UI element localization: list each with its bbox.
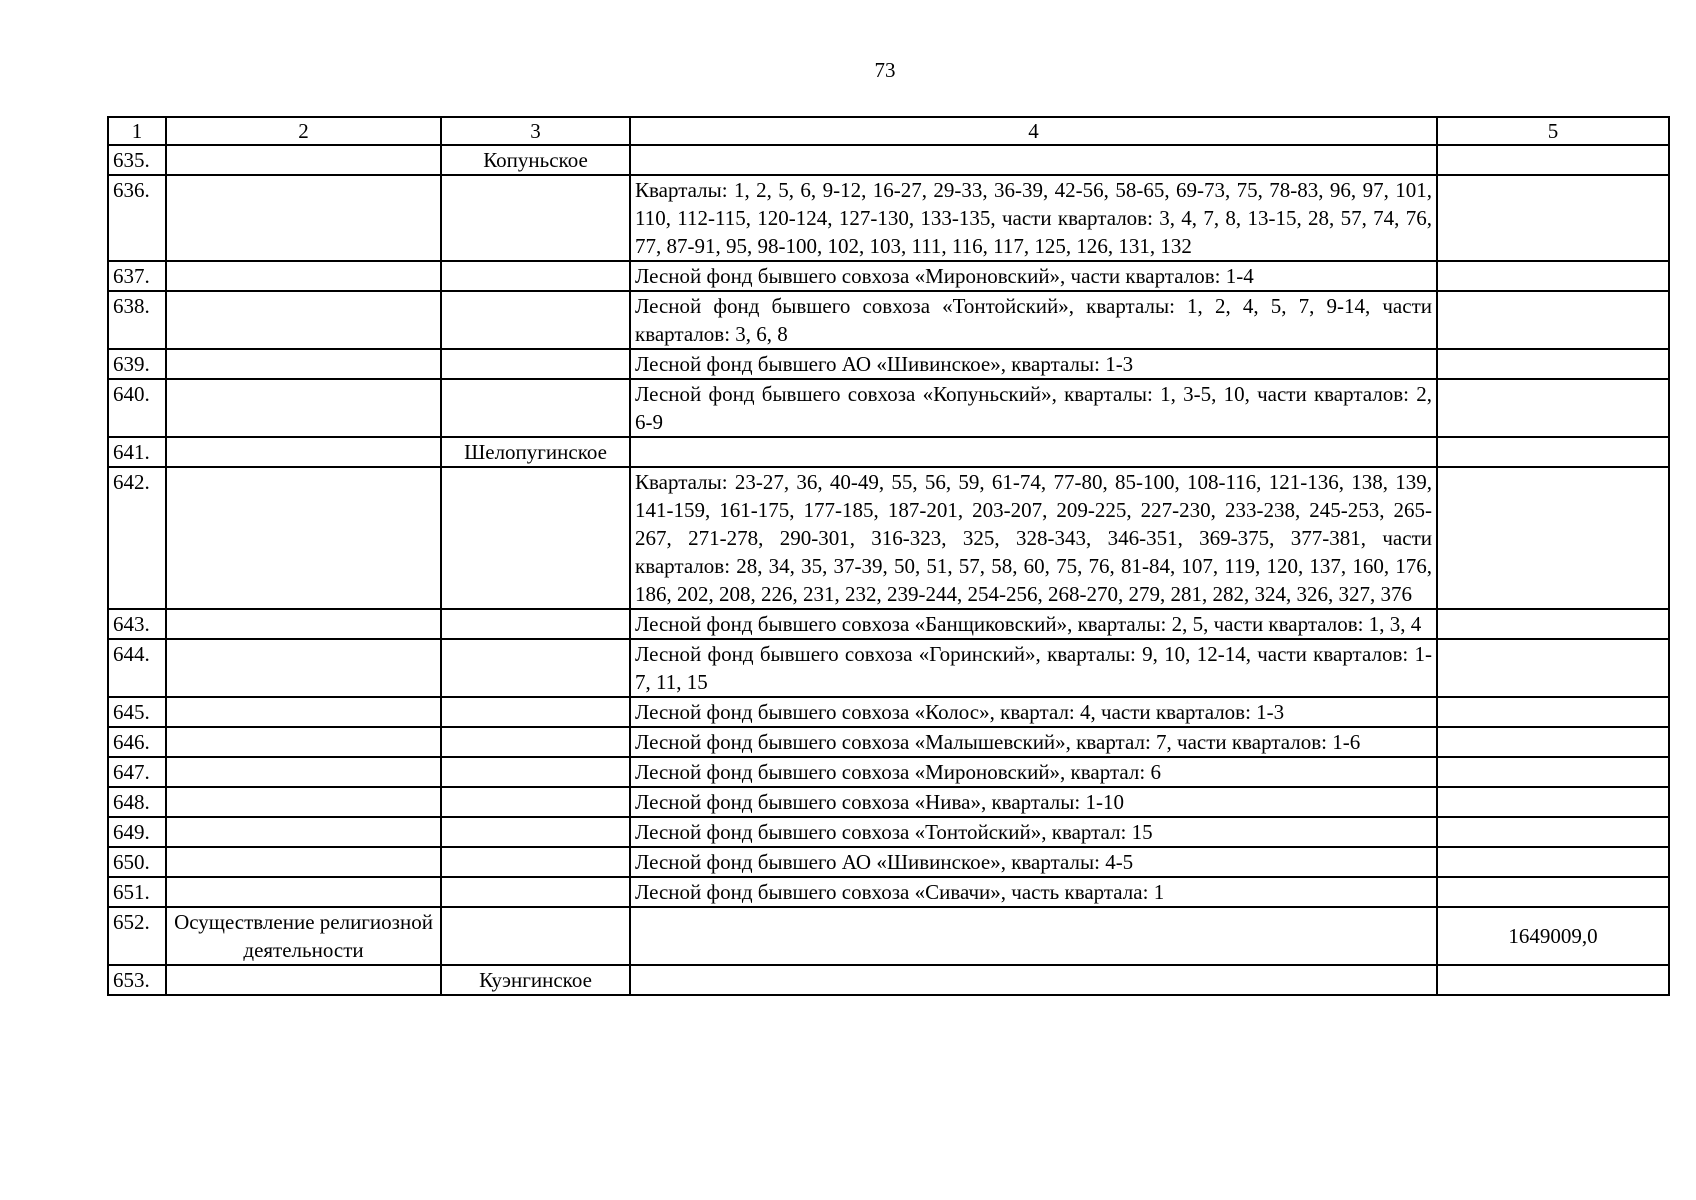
area-cell: 1649009,0 xyxy=(1437,907,1669,965)
table-row xyxy=(108,145,1669,175)
purpose-cell xyxy=(166,609,441,639)
col-header-2: 2 xyxy=(166,117,441,145)
table-row xyxy=(108,437,1669,467)
table-row xyxy=(108,349,1669,379)
header-row xyxy=(108,117,1669,145)
table-row xyxy=(108,261,1669,291)
quarters-cell: Лесной фонд бывшего совхоза «Банщиковский», кварталы: 2, 5, части кварталов: 1, 3, 4 xyxy=(630,609,1437,639)
area-cell xyxy=(1437,727,1669,757)
purpose-cell xyxy=(166,697,441,727)
settlement-cell xyxy=(441,787,630,817)
purpose-cell: Осуществление религиозной деятельности xyxy=(166,907,441,965)
quarters-cell: Лесной фонд бывшего совхоза «Тонтойский», кварталы: 1, 2, 4, 5, 7, 9-14, части кварталов: 3, 6, 8 xyxy=(630,291,1437,349)
quarters-cell xyxy=(630,437,1437,467)
area-cell xyxy=(1437,349,1669,379)
area-cell xyxy=(1437,697,1669,727)
settlement-cell xyxy=(441,639,630,697)
row-number: 644. xyxy=(108,639,166,697)
row-number: 648. xyxy=(108,787,166,817)
row-number: 646. xyxy=(108,727,166,757)
area-cell xyxy=(1437,847,1669,877)
area-cell xyxy=(1437,757,1669,787)
col-header-5: 5 xyxy=(1437,117,1669,145)
area-cell xyxy=(1437,467,1669,609)
settlement-cell: Шелопугинское xyxy=(441,437,630,467)
purpose-cell xyxy=(166,847,441,877)
purpose-cell xyxy=(166,145,441,175)
area-cell xyxy=(1437,877,1669,907)
purpose-cell xyxy=(166,437,441,467)
row-number: 639. xyxy=(108,349,166,379)
table-row xyxy=(108,847,1669,877)
area-cell xyxy=(1437,965,1669,995)
quarters-cell: Лесной фонд бывшего совхоза «Мироновский», квартал: 6 xyxy=(630,757,1437,787)
settlement-cell xyxy=(441,907,630,965)
purpose-cell xyxy=(166,175,441,261)
table-row xyxy=(108,965,1669,995)
quarters-cell xyxy=(630,965,1437,995)
settlement-cell xyxy=(441,175,630,261)
row-number: 641. xyxy=(108,437,166,467)
quarters-cell: Лесной фонд бывшего совхоза «Нива», кварталы: 1-10 xyxy=(630,787,1437,817)
row-number: 645. xyxy=(108,697,166,727)
purpose-cell xyxy=(166,727,441,757)
area-cell xyxy=(1437,437,1669,467)
settlement-cell xyxy=(441,609,630,639)
area-cell xyxy=(1437,379,1669,437)
table-row xyxy=(108,639,1669,697)
purpose-cell xyxy=(166,639,441,697)
purpose-cell xyxy=(166,261,441,291)
settlement-cell xyxy=(441,349,630,379)
settlement-cell xyxy=(441,697,630,727)
purpose-cell xyxy=(166,965,441,995)
purpose-cell xyxy=(166,877,441,907)
row-number: 637. xyxy=(108,261,166,291)
table-row xyxy=(108,877,1669,907)
settlement-cell xyxy=(441,467,630,609)
row-number: 653. xyxy=(108,965,166,995)
row-number: 643. xyxy=(108,609,166,639)
table-row xyxy=(108,379,1669,437)
quarters-cell xyxy=(630,907,1437,965)
area-cell xyxy=(1437,787,1669,817)
settlement-cell: Куэнгинское xyxy=(441,965,630,995)
row-number: 636. xyxy=(108,175,166,261)
settlement-cell xyxy=(441,817,630,847)
purpose-cell xyxy=(166,467,441,609)
table-row xyxy=(108,175,1669,261)
row-number: 650. xyxy=(108,847,166,877)
quarters-cell: Лесной фонд бывшего совхоза «Копуньский», кварталы: 1, 3-5, 10, части кварталов: 2, 6-9 xyxy=(630,379,1437,437)
quarters-cell: Лесной фонд бывшего совхоза «Колос», квартал: 4, части кварталов: 1-3 xyxy=(630,697,1437,727)
settlement-cell xyxy=(441,727,630,757)
land-table xyxy=(107,116,1670,996)
area-cell xyxy=(1437,609,1669,639)
settlement-cell: Копуньское xyxy=(441,145,630,175)
row-number: 649. xyxy=(108,817,166,847)
quarters-cell: Лесной фонд бывшего совхоза «Мироновский», части кварталов: 1-4 xyxy=(630,261,1437,291)
settlement-cell xyxy=(441,877,630,907)
table-row xyxy=(108,609,1669,639)
area-cell xyxy=(1437,145,1669,175)
table-body xyxy=(108,145,1669,995)
col-header-4: 4 xyxy=(630,117,1437,145)
page-number: 73 xyxy=(874,58,896,82)
quarters-cell: Кварталы: 23-27, 36, 40-49, 55, 56, 59, 61-74, 77-80, 85-100, 108-116, 121-136, 138, 139, 141-159, 161-175, 177-185, 187-201, 203-207, 209-225, 227-230, 233-238, 245-253, 265-267, 271-278, 290-301, 316-323, 325, 328-343, 346-351, 369-375, 377-381, части кварталов: 28, 34, 35, 37-39, 50, 51, 57, 58, 60, 75, 76, 81-84, 107, 119, 120, 137, 160, 176, 186, 202, 208, 226, 231, 232, 239-244, 254-256, 268-270, 279, 281, 282, 324, 326, 327, 376 xyxy=(630,467,1437,609)
settlement-cell xyxy=(441,379,630,437)
table-row xyxy=(108,727,1669,757)
purpose-cell xyxy=(166,787,441,817)
row-number: 642. xyxy=(108,467,166,609)
area-cell xyxy=(1437,261,1669,291)
quarters-cell xyxy=(630,145,1437,175)
quarters-cell: Лесной фонд бывшего АО «Шивинское», кварталы: 4-5 xyxy=(630,847,1437,877)
area-cell xyxy=(1437,291,1669,349)
col-header-3: 3 xyxy=(441,117,630,145)
settlement-cell xyxy=(441,261,630,291)
quarters-cell: Лесной фонд бывшего АО «Шивинское», кварталы: 1-3 xyxy=(630,349,1437,379)
row-number: 640. xyxy=(108,379,166,437)
purpose-cell xyxy=(166,379,441,437)
table-row xyxy=(108,467,1669,609)
table-row xyxy=(108,697,1669,727)
row-number: 652. xyxy=(108,907,166,965)
table-row xyxy=(108,291,1669,349)
table-row xyxy=(108,907,1669,965)
settlement-cell xyxy=(441,291,630,349)
purpose-cell xyxy=(166,291,441,349)
area-cell xyxy=(1437,639,1669,697)
quarters-cell: Лесной фонд бывшего совхоза «Тонтойский», квартал: 15 xyxy=(630,817,1437,847)
purpose-cell xyxy=(166,757,441,787)
col-header-1: 1 xyxy=(108,117,166,145)
quarters-cell: Лесной фонд бывшего совхоза «Горинский», кварталы: 9, 10, 12-14, части кварталов: 1-7, 11, 15 xyxy=(630,639,1437,697)
settlement-cell xyxy=(441,847,630,877)
quarters-cell: Лесной фонд бывшего совхоза «Сивачи», часть квартала: 1 xyxy=(630,877,1437,907)
quarters-cell: Кварталы: 1, 2, 5, 6, 9-12, 16-27, 29-33, 36-39, 42-56, 58-65, 69-73, 75, 78-83, 96, 97, 101, 110, 112-115, 120-124, 127-130, 133-135, части кварталов: 3, 4, 7, 8, 13-15, 28, 57, 74, 76, 77, 87-91, 95, 98-100, 102, 103, 111, 116, 117, 125, 126, 131, 132 xyxy=(630,175,1437,261)
quarters-cell: Лесной фонд бывшего совхоза «Малышевский», квартал: 7, части кварталов: 1-6 xyxy=(630,727,1437,757)
row-number: 638. xyxy=(108,291,166,349)
purpose-cell xyxy=(166,349,441,379)
table-row xyxy=(108,817,1669,847)
area-cell xyxy=(1437,817,1669,847)
row-number: 635. xyxy=(108,145,166,175)
area-cell xyxy=(1437,175,1669,261)
purpose-cell xyxy=(166,817,441,847)
row-number: 647. xyxy=(108,757,166,787)
table-row xyxy=(108,787,1669,817)
row-number: 651. xyxy=(108,877,166,907)
settlement-cell xyxy=(441,757,630,787)
table-row xyxy=(108,757,1669,787)
